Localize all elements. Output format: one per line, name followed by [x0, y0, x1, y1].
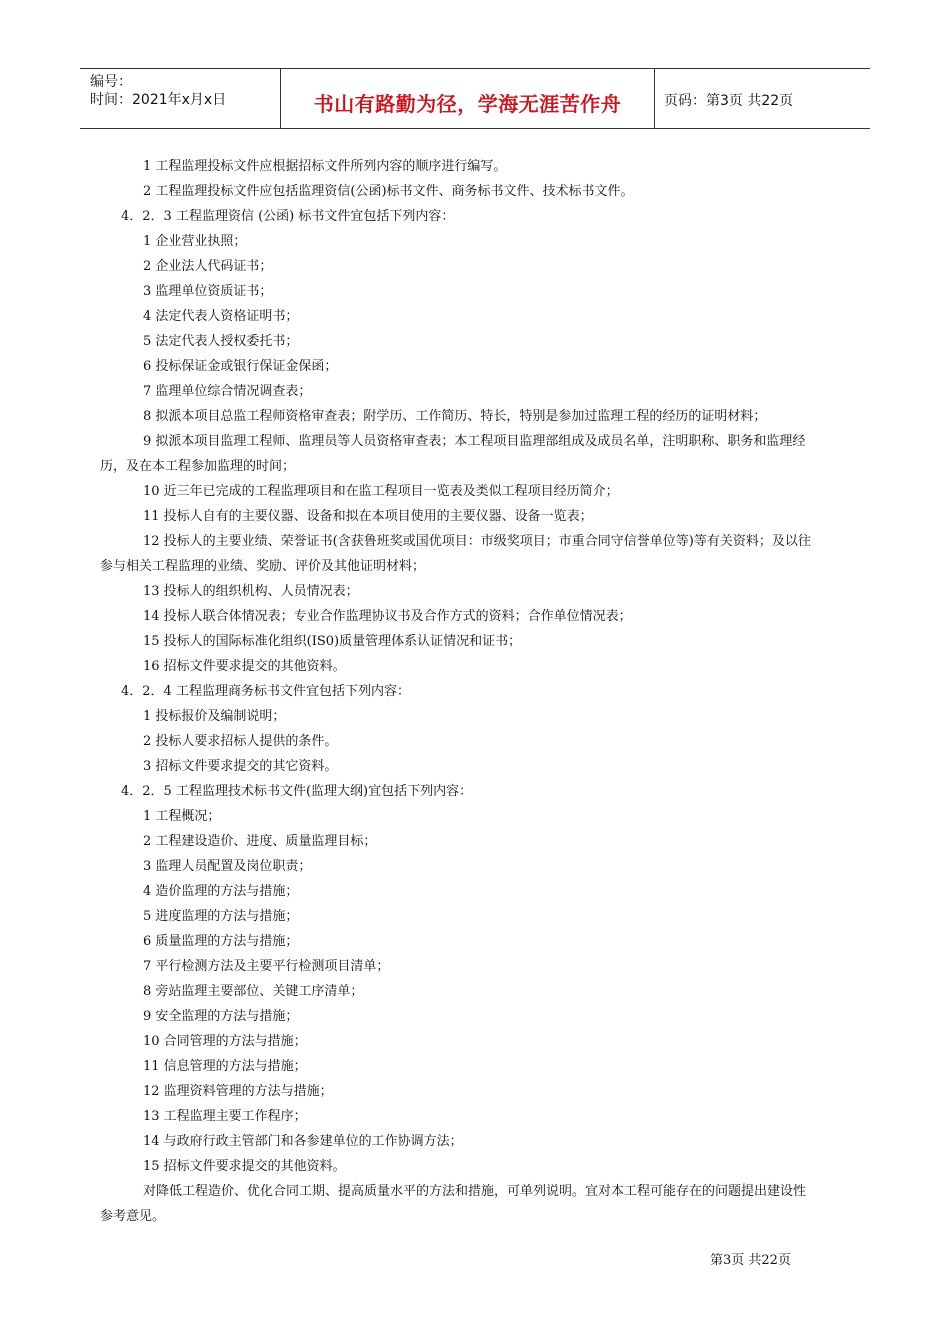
body-line: 12 监理资料管理的方法与措施；: [143, 1084, 333, 1099]
body-line: 3 监理单位资质证书；: [143, 284, 273, 299]
header-motto-cell: [281, 69, 655, 128]
body-line: 8 旁站监理主要部位、关键工序清单；: [143, 984, 364, 999]
body-line-continuation: 参考意见。: [100, 1209, 166, 1224]
body-line: 1 投标报价及编制说明；: [143, 709, 286, 724]
document-date: 时间：2021年x月x日: [90, 92, 227, 108]
body-line: 2 工程监理投标文件应包括监理资信(公函)标书文件、商务标书文件、技术标书文件。: [143, 184, 634, 199]
page-header: [80, 68, 870, 129]
body-line: 9 安全监理的方法与措施；: [143, 1009, 299, 1024]
body-line: 4 造价监理的方法与措施；: [143, 884, 299, 899]
body-line: 15 投标人的国际标准化组织(IS0)质量管理体系认证情况和证书；: [143, 634, 522, 649]
body-line: 1 工程概况；: [143, 809, 221, 824]
section-heading: 4．2．4 工程监理商务标书文件宜包括下列内容：: [121, 684, 410, 699]
body-line: 10 合同管理的方法与措施；: [143, 1034, 307, 1049]
body-line-continuation: 参与相关工程监理的业绩、奖励、评价及其他证明材料；: [100, 559, 426, 574]
body-line: 5 进度监理的方法与措施；: [143, 909, 299, 924]
body-line: 14 与政府行政主管部门和各参建单位的工作协调方法；: [143, 1134, 463, 1149]
body-line: 2 工程建设造价、进度、质量监理目标；: [143, 834, 377, 849]
body-line: 7 监理单位综合情况调查表；: [143, 384, 312, 399]
body-line: 11 投标人自有的主要仪器、设备和拟在本项目使用的主要仪器、设备一览表；: [143, 509, 593, 524]
body-line: 12 投标人的主要业绩、荣誉证书(含获鲁班奖或国优项目：市级奖项目；市重合同守信誉单位等)等有关资料；及以往: [143, 534, 811, 549]
body-line: 7 平行检测方法及主要平行检测项目清单；: [143, 959, 390, 974]
body-line: 13 投标人的组织机构、人员情况表；: [143, 584, 359, 599]
body-line: 15 招标文件要求提交的其他资料。: [143, 1159, 346, 1174]
body-line: 对降低工程造价、优化合同工期、提高质量水平的方法和措施，可单列说明。宜对本工程可能存在的问题提出建设性: [143, 1184, 807, 1199]
body-line: 11 信息管理的方法与措施；: [143, 1059, 307, 1074]
body-line: 10 近三年已完成的工程监理项目和在监工程项目一览表及类似工程项目经历简介；: [143, 484, 619, 499]
header-left-cell: [80, 69, 281, 128]
section-heading: 4．2．5 工程监理技术标书文件(监理大纲)宜包括下列内容：: [121, 784, 473, 799]
document-number-label: 编号：: [90, 74, 132, 90]
body-line: 3 招标文件要求提交的其它资料。: [143, 759, 338, 774]
body-line: 13 工程监理主要工作程序；: [143, 1109, 307, 1124]
body-line: 14 投标人联合体情况表；专业合作监理协议书及合作方式的资料；合作单位情况表；: [143, 609, 632, 624]
body-line: 5 法定代表人授权委托书；: [143, 334, 299, 349]
body-line: 3 监理人员配置及岗位职责；: [143, 859, 312, 874]
body-line: 2 企业法人代码证书；: [143, 259, 273, 274]
body-line: 16 招标文件要求提交的其他资料。: [143, 659, 346, 674]
body-line: 9 拟派本项目监理工程师、监理员等人员资格审查表；本工程项目监理部组成及成员名单，注明职称、职务和监理经: [143, 434, 806, 449]
body-line: 4 法定代表人资格证明书；: [143, 309, 299, 324]
body-line: 8 拟派本项目总监工程师资格审查表；附学历、工作简历、特长，特别是参加过监理工程的经历的证明材料；: [143, 409, 767, 424]
body-line: 1 工程监理投标文件应根据招标文件所列内容的顺序进行编写。: [143, 159, 507, 174]
body-line-continuation: 历，及在本工程参加监理的时间；: [100, 459, 296, 474]
page-footer-number: 第3页 共22页: [710, 1253, 791, 1268]
body-line: 2 投标人要求招标人提供的条件。: [143, 734, 338, 749]
header-page-number: 页码：第3页 共22页: [664, 93, 794, 109]
body-line: 6 投标保证金或银行保证金保函；: [143, 359, 338, 374]
body-line: 1 企业营业执照；: [143, 234, 247, 249]
section-heading: 4．2．3 工程监理资信 (公函) 标书文件宜包括下列内容：: [121, 209, 455, 224]
header-motto: 书山有路勤为径，学海无涯苦作舟: [313, 92, 622, 116]
body-line: 6 质量监理的方法与措施；: [143, 934, 299, 949]
header-page-cell: [655, 69, 870, 128]
